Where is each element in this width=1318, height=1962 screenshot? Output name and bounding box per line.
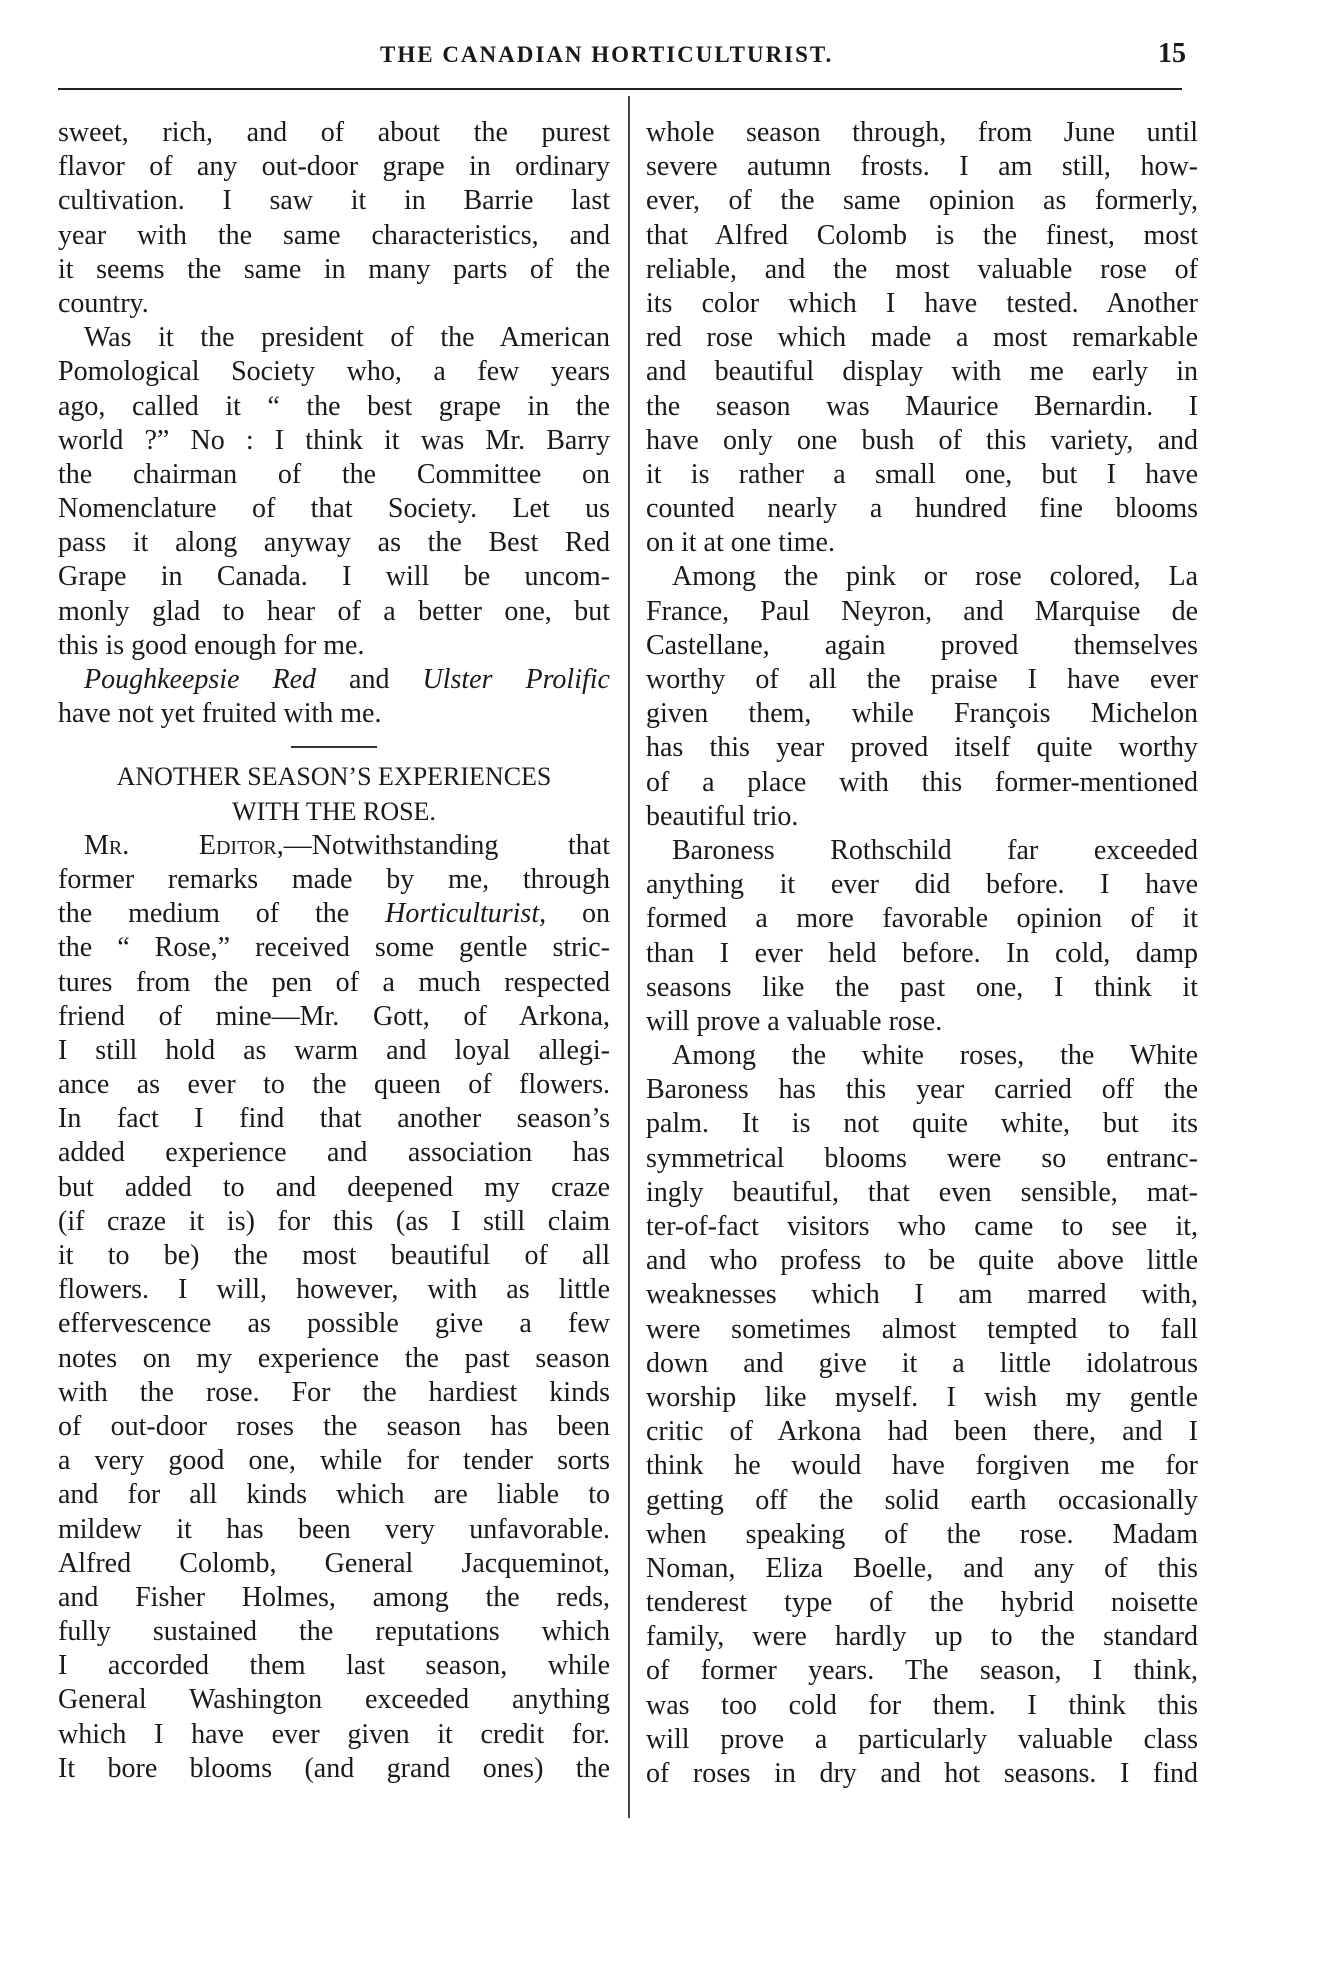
paragraph-not-fruited — [58, 663, 610, 731]
text-line: the “ Rose,” received some gentle stric- — [58, 932, 610, 964]
text-line: the chairman of the Committee on — [58, 458, 610, 490]
text-line: of a place with this former-mentioned — [646, 766, 1198, 798]
text-line: it is rather a small one, but I have — [646, 458, 1198, 490]
header-rule — [58, 88, 1182, 90]
text-line: flavor of any out-door grape in ordinary — [58, 151, 610, 183]
text-line: Castellane, again proved themselves — [646, 629, 1198, 661]
text-line: Among the pink or rose colored, La — [672, 561, 1198, 593]
text-line: critic of Arkona had been there, and I — [646, 1416, 1198, 1448]
paragraph-grape-flavor — [58, 116, 610, 321]
text-line: pass it along anyway as the Best Red — [58, 527, 610, 559]
text-line: worship like myself. I wish my gentle — [646, 1381, 1198, 1413]
text-line: anything it ever did before. I have — [646, 869, 1198, 901]
text-line: a very good one, while for tender sorts — [58, 1445, 610, 1477]
paragraph-white-roses — [646, 1039, 1198, 1791]
text-line: country. — [58, 287, 149, 319]
text-line: ago, called it “ the best grape in the — [58, 390, 610, 422]
text-line: but added to and deepened my craze — [58, 1171, 610, 1203]
right-column — [646, 116, 1198, 1791]
text-line: symmetrical blooms were so entranc- — [646, 1142, 1198, 1174]
text-line: on it at one time. — [646, 527, 835, 559]
inline-text: and — [316, 664, 423, 695]
text-line: it to be) the most beautiful of all — [58, 1240, 610, 1271]
column-divider — [628, 96, 630, 1818]
text-line: mildew it has been very unfavorable. — [58, 1513, 610, 1545]
text-line: and beautiful display with me early in — [646, 356, 1198, 388]
text-line: added experience and association has — [58, 1137, 610, 1169]
text-line: and Fisher Holmes, among the reds, — [58, 1581, 610, 1613]
text-line: In fact I find that another season’s — [58, 1103, 610, 1135]
text-line: down and give it a little idolatrous — [646, 1347, 1198, 1379]
text-line: ingly beautiful, that even sensible, mat- — [646, 1176, 1198, 1208]
heading-line: ANOTHER SEASON’S EXPERIENCES — [116, 762, 552, 792]
text-line: cultivation. I saw it in Barrie last — [58, 185, 610, 217]
text-line: will prove a valuable rose. — [646, 1005, 943, 1037]
text-line: General Washington exceeded anything — [58, 1684, 610, 1716]
text-line: reliable, and the most valuable rose of — [646, 253, 1198, 285]
article-heading — [58, 760, 610, 828]
text-line: have only one bush of this variety, and — [646, 424, 1198, 456]
text-line: I accorded them last season, while — [58, 1650, 610, 1682]
paragraph-baroness-rothschild — [646, 834, 1198, 1039]
text-line: Alfred Colomb, General Jacqueminot, — [58, 1547, 610, 1579]
text-line: when speaking of the rose. Madam — [646, 1518, 1198, 1550]
text-line: given them, while François Michelon — [646, 698, 1198, 730]
text-line: getting off the solid earth occasionally — [646, 1484, 1198, 1516]
text-line: red rose which made a most remarkable — [646, 322, 1198, 354]
text-line: with the rose. For the hardiest kinds — [58, 1376, 610, 1408]
text-line: friend of mine—Mr. Gott, of Arkona, — [58, 1000, 610, 1032]
text-line: have not yet fruited with me. — [58, 698, 382, 730]
text-line: ever, of the same opinion as formerly, — [646, 185, 1198, 217]
variety-name: Ulster Prolific — [422, 664, 610, 695]
text-line: and for all kinds which are liable to — [58, 1479, 610, 1511]
inline-text: on — [546, 898, 610, 930]
text-line: Nomenclature of that Society. Let us — [58, 493, 610, 525]
text-line: world ?” No : I think it was Mr. Barry — [58, 424, 610, 456]
text-line: whole season through, from June until — [646, 117, 1198, 148]
text-line: of former years. The season, I think, — [646, 1655, 1198, 1687]
text-line: (if craze it is) for this (as I still claim — [58, 1205, 610, 1237]
text-line: weaknesses which I am marred with, — [646, 1279, 1198, 1311]
text-line: of out-door roses the season has been — [58, 1410, 610, 1442]
text-line: will prove a particularly valuable class — [646, 1723, 1198, 1755]
text-line: Among the white roses, the White — [672, 1040, 1198, 1072]
text-line: flowers. I will, however, with as little — [58, 1274, 610, 1306]
text-line: former remarks made by me, through — [58, 863, 610, 895]
text-line: year with the same characteristics, and — [58, 219, 610, 251]
text-line: of roses in dry and hot seasons. I find — [646, 1758, 1198, 1789]
text-line: than I ever held before. In cold, damp — [646, 937, 1198, 969]
running-head: THE CANADIAN HORTICULTURIST. — [380, 42, 834, 67]
text-line: palm. It is not quite white, but its — [646, 1108, 1198, 1140]
text-line: effervescence as possible give a few — [58, 1308, 610, 1340]
publication-name: Horticulturist, — [385, 898, 547, 930]
text-line: has this year proved itself quite worthy — [646, 732, 1198, 764]
text-line: and who profess to be quite above little — [646, 1245, 1198, 1277]
salutation: Mr. Editor, — [84, 829, 284, 861]
text-line: worthy of all the praise I have ever — [646, 664, 1198, 695]
paragraph-best-red-grape — [58, 321, 610, 663]
text-line: think he would have forgiven me for — [646, 1450, 1198, 1482]
text-line: Baroness has this year carried off the — [646, 1074, 1198, 1106]
text-line: formed a more favorable opinion of it — [646, 903, 1198, 935]
page-header — [0, 38, 1318, 78]
text-line: ter-of-fact visitors who came to see it, — [646, 1211, 1198, 1242]
text-line: Baroness Rothschild far exceeded — [672, 834, 1198, 866]
paragraph-whole-season — [646, 116, 1198, 560]
heading-line: WITH THE ROSE. — [232, 796, 436, 826]
text-line: Grape in Canada. I will be uncom- — [58, 561, 610, 593]
text-line: I still hold as warm and loyal allegi- — [58, 1034, 610, 1066]
text-line: Noman, Eliza Boelle, and any of this — [646, 1552, 1198, 1584]
text-line: the season was Maurice Bernardin. I — [646, 390, 1198, 422]
text-line: seasons like the past one, I think it — [646, 971, 1198, 1003]
text-line: which I have ever given it credit for. — [58, 1718, 610, 1750]
section-separator — [291, 746, 377, 748]
inline-text: —Notwithstanding that — [283, 829, 610, 861]
text-line: Was it the president of the American — [84, 322, 610, 354]
text-line: France, Paul Neyron, and Marquise de — [646, 595, 1198, 627]
text-line: beautiful trio. — [646, 800, 799, 832]
paragraph-rose-experience — [58, 829, 610, 1786]
left-column — [58, 116, 610, 1786]
text-line: it seems the same in many parts of the — [58, 253, 610, 285]
inline-text: the medium of the — [58, 898, 386, 930]
text-line: was too cold for them. I think this — [646, 1689, 1198, 1721]
text-line: were sometimes almost tempted to fall — [646, 1313, 1198, 1345]
text-line: its color which I have tested. Another — [646, 287, 1198, 319]
text-line — [58, 829, 610, 863]
text-line: monly glad to hear of a better one, but — [58, 595, 610, 627]
text-line: sweet, rich, and of about the purest — [58, 117, 610, 148]
text-line: fully sustained the reputations which — [58, 1616, 610, 1648]
paragraph-pink-roses — [646, 560, 1198, 834]
text-line: counted nearly a hundred fine blooms — [646, 493, 1198, 525]
text-line: this is good enough for me. — [58, 629, 365, 661]
page-number: 15 — [1158, 38, 1186, 69]
text-line: that Alfred Colomb is the finest, most — [646, 219, 1198, 251]
text-line: ance as ever to the queen of flowers. — [58, 1069, 610, 1101]
text-line: Pomological Society who, a few years — [58, 356, 610, 388]
text-line — [58, 897, 610, 931]
text-line — [58, 663, 610, 697]
text-line: tures from the pen of a much respected — [58, 966, 610, 998]
text-line: family, were hardly up to the standard — [646, 1621, 1198, 1653]
variety-name: Poughkeepsie Red — [84, 664, 317, 695]
text-line: tenderest type of the hybrid noisette — [646, 1587, 1198, 1619]
text-line: It bore blooms (and grand ones) the — [58, 1752, 610, 1784]
text-line: notes on my experience the past season — [58, 1342, 610, 1374]
text-line: severe autumn frosts. I am still, how- — [646, 151, 1198, 183]
